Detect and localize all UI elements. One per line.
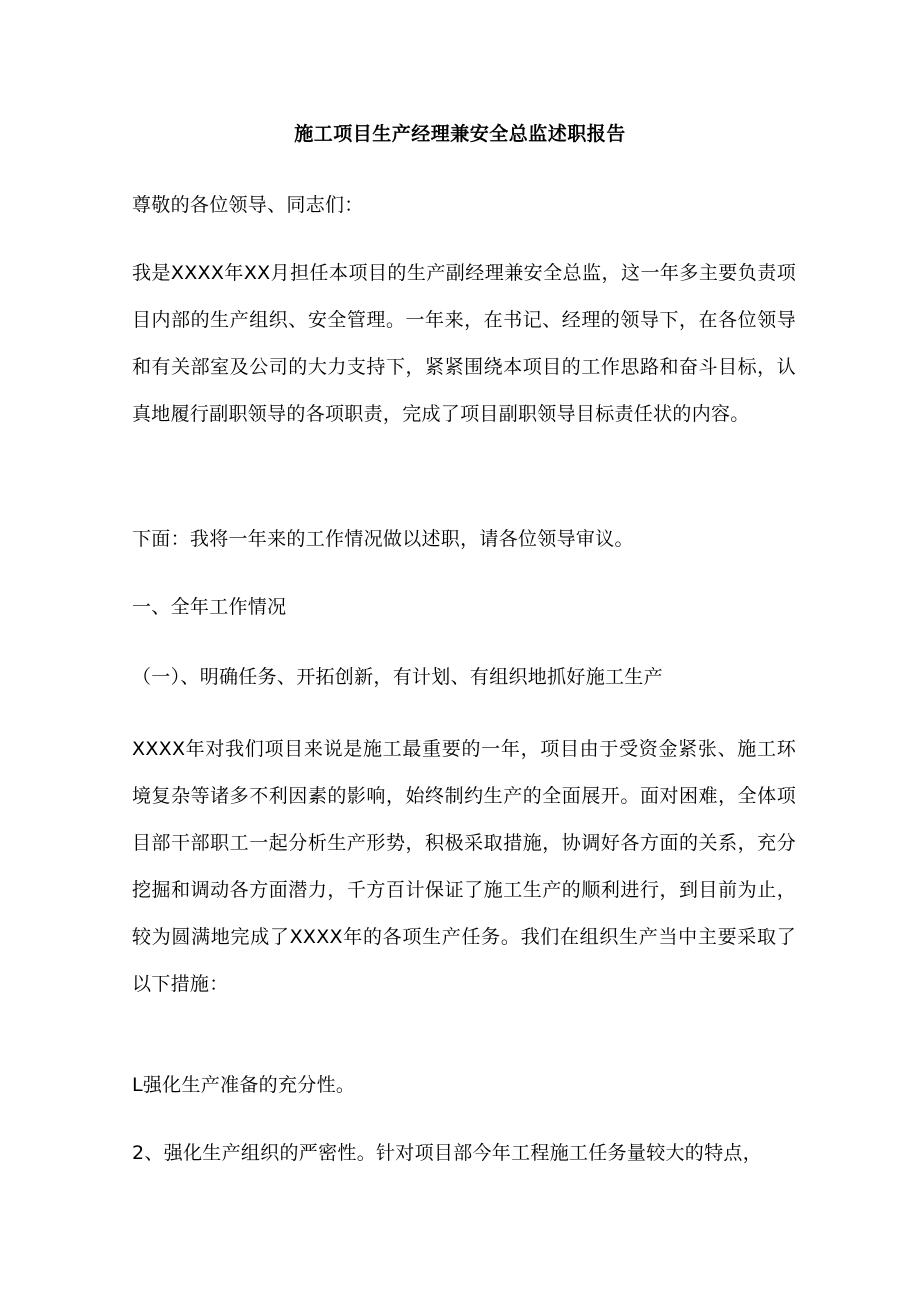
transition-paragraph: 下面：我将一年来的工作情况做以述职，请各位领导审议。: [132, 528, 634, 550]
section-1-heading: 一、全年工作情况: [132, 596, 287, 618]
intro-paragraph: 我是XXXX年XX月担任本项目的生产副经理兼安全总监，这一年多主要负责项目内部的生产组织、安全管理。一年来，在书记、经理的领导下，在各位领导和有关部室及公司的大力支持下，紧紧围绕本项目的工作思路和奋斗目标，认真地履行副职领导的各项职责，完成了项目副职领导目标责任状的内容。: [132, 262, 796, 425]
subsection-1-heading: （一）、明确任务、开拓创新，有计划、有组织地抓好施工生产: [132, 666, 663, 688]
list-item-2: 2、强化生产组织的严密性。针对项目部今年工程施工任务量较大的特点，: [132, 1142, 762, 1164]
document-title: 施工项目生产经理兼安全总监述职报告: [294, 123, 626, 145]
list-item-1: L强化生产准备的充分性。: [132, 1074, 356, 1096]
salutation: 尊敬的各位领导、同志们：: [132, 194, 364, 216]
subsection-1-body: XXXX年对我们项目来说是施工最重要的一年，项目由于受资金紧张、施工环境复杂等诸多不利因素的影响，始终制约生产的全面展开。面对困难，全体项目部干部职工一起分析生产形势，积极采取措施，协调好各方面的关系，充分挖掘和调动各方面潜力，千方百计保证了施工生产的顺利进行，到目前为止，较为圆满地完成了XXXX年的各项生产任务。我们在组织生产当中主要采取了以下措施：: [132, 738, 796, 995]
